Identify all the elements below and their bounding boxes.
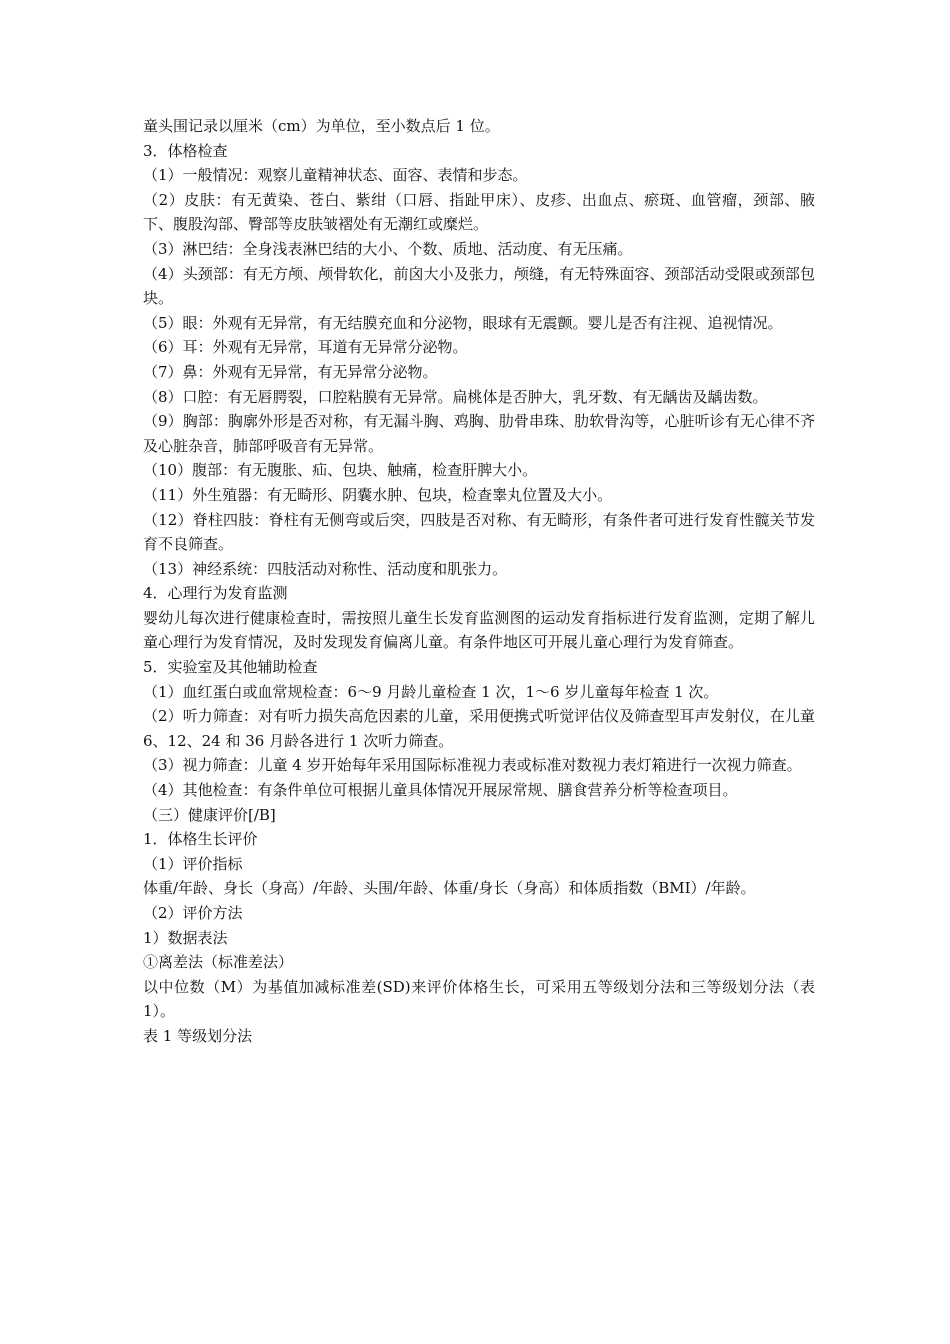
section-heading: 4．心理行为发育监测	[143, 584, 288, 603]
text-line: （1）血红蛋白或血常规检查：6～9 月龄儿童检查 1 次，1～6 岁儿童每年检查 1 次。	[143, 682, 719, 701]
text-line: （11）外生殖器：有无畸形、阴囊水肿、包块，检查睾丸位置及大小。	[143, 485, 613, 504]
section-heading: 5．实验室及其他辅助检查	[143, 658, 318, 677]
section-heading: （三）健康评价[/B]	[143, 805, 276, 824]
text-line: （3）淋巴结：全身浅表淋巴结的大小、个数、质地、活动度、有无压痛。	[143, 239, 633, 258]
text-line: （13）神经系统：四肢活动对称性、活动度和肌张力。	[143, 559, 508, 578]
text-line: 1）数据表法	[143, 928, 228, 947]
text-line: （8）口腔：有无唇腭裂，口腔粘膜有无异常。扁桃体是否肿大，乳牙数、有无龋齿及龋齿数。	[143, 387, 768, 406]
text-line: （9）胸部：胸廓外形是否对称，有无漏斗胸、鸡胸、肋骨串珠、肋软骨沟等，心脏听诊有无心律不齐及心脏杂音，肺部呼吸音有无异常。	[143, 412, 815, 455]
text-line: 以中位数（M）为基值加减标准差(SD)来评价体格生长，可采用五等级划分法和三等级划分法（表 1）。	[143, 977, 815, 1021]
text-line: 童头围记录以厘米（cm）为单位，至小数点后 1 位。	[143, 117, 500, 135]
text-line: （4）头颈部：有无方颅、颅骨软化，前囟大小及张力，颅缝，有无特殊面容、颈部活动受限或颈部包块。	[143, 264, 815, 308]
text-line: （3）视力筛查：儿童 4 岁开始每年采用国际标准视力表或标准对数视力表灯箱进行一次视力筛查。	[143, 756, 802, 775]
section-heading: 3．体格检查	[143, 141, 228, 160]
text-line: （4）其他检查：有条件单位可根据儿童具体情况开展尿常规、膳食营养分析等检查项目。	[143, 781, 738, 800]
text-line: （2）听力筛查：对有听力损失高危因素的儿童，采用便携式听觉评估仪及筛查型耳声发射仪，在儿童 6、12、24 和 36 月龄各进行 1 次听力筛查。	[143, 707, 815, 750]
section-heading: 1．体格生长评价	[143, 830, 258, 849]
text-line: （2）皮肤：有无黄染、苍白、紫绀（口唇、指趾甲床）、皮疹、出血点、瘀斑、血管瘤，颈部、腋下、腹股沟部、臀部等皮肤皱褶处有无潮红或糜烂。	[143, 190, 815, 234]
document-body	[143, 114, 815, 1049]
text-line: （5）眼：外观有无异常，有无结膜充血和分泌物，眼球有无震颤。婴儿是否有注视、追视情况。	[143, 313, 783, 332]
text-line: 婴幼儿每次进行健康检查时，需按照儿童生长发育监测图的运动发育指标进行发育监测，定期了解儿童心理行为发育情况，及时发现发育偏离儿童。有条件地区可开展儿童心理行为发育筛查。	[143, 608, 815, 652]
text-line: （12）脊柱四肢：脊柱有无侧弯或后突，四肢是否对称、有无畸形，有条件者可进行发育性髋关节发育不良筛查。	[143, 510, 815, 554]
text-line: （1）一般情况：观察儿童精神状态、面容、表情和步态。	[143, 166, 528, 185]
text-line: （7）鼻：外观有无异常，有无异常分泌物。	[143, 362, 438, 381]
text-line: （10）腹部：有无腹胀、疝、包块、触痛，检查肝脾大小。	[143, 461, 538, 480]
text-line: （6）耳：外观有无异常，耳道有无异常分泌物。	[143, 338, 468, 357]
table-caption: 表 1 等级划分法	[143, 1026, 253, 1045]
text-line: 体重/年龄、身长（身高）/年龄、头围/年龄、体重/身长（身高）和体质指数（BMI）/年龄。	[143, 879, 756, 898]
text-line: （1）评价指标	[143, 854, 243, 873]
text-line: ①离差法（标准差法）	[143, 953, 294, 972]
text-line: （2）评价方法	[143, 904, 243, 922]
